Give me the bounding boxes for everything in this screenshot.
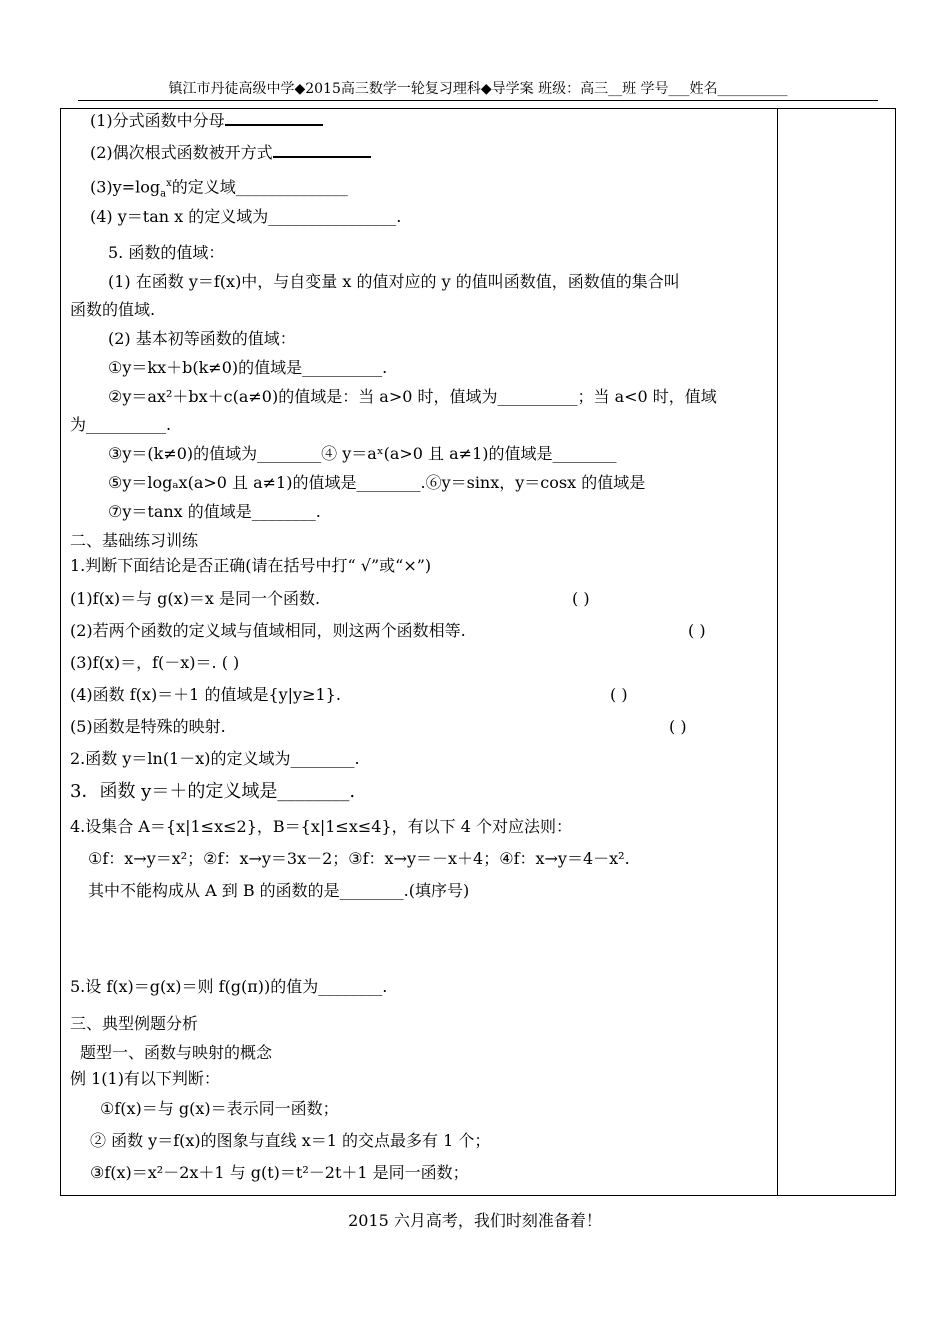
domain-item-3: $(3)y=\log_a^x$的定义域______________ <box>90 177 348 200</box>
domain-item-4: (4) y＝tan x 的定义域为________________. <box>90 207 402 226</box>
q1-prompt: 1.判断下面结论是否正确(请在括号中打“ √”或“×”) <box>70 556 432 575</box>
range-definition: (1) 在函数 y＝f(x)中，与自变量 x 的值对应的 y 的值叫函数值，函数值的集合叫 <box>108 272 680 291</box>
q1-item-3: (3)f(x)＝，f(－x)＝. ( ) <box>70 653 240 672</box>
q5: 5.设 f(x)＝g(x)＝则 f(g(π))的值为________. <box>70 977 388 996</box>
range-quadratic-cont: 为__________. <box>70 415 172 434</box>
page-header: 镇江市丹徒高级中学◆2015高三数学一轮复习理科◆导学案 班级：高三__班 学号___姓名__________ <box>78 78 878 101</box>
q2: 2.函数 y＝ln(1－x)的定义域为________. <box>70 749 360 768</box>
domain-item-1: (1)分式函数中分母 <box>90 110 323 132</box>
margin-column-divider <box>777 108 778 1196</box>
q1-item-5-answer[interactable]: ( ) <box>669 717 687 736</box>
q4-rules: ①f：x→y＝x²；②f：x→y＝3x－2；③f：x→y＝－x＋4；④f：x→y＝4－x². <box>88 849 630 868</box>
section-3-title: 三、典型例题分析 <box>70 1014 199 1033</box>
q1-item-4-answer[interactable]: ( ) <box>610 685 628 704</box>
range-log-trig: ⑤y＝logₐx(a>0 且 a≠1)的值域是________.⑥y＝sinx，y＝cosx 的值域是 <box>108 473 646 492</box>
q1-item-2: (2)若两个函数的定义域与值域相同，则这两个函数相等. <box>70 621 466 640</box>
example-1-item-2: ② 函数 y＝f(x)的图象与直线 x＝1 的交点最多有 1 个； <box>90 1131 491 1150</box>
example-1-prompt: 例 1(1)有以下判断： <box>70 1069 220 1088</box>
section-range-title: 5. 函数的值域： <box>108 243 225 262</box>
q1-item-2-answer[interactable]: ( ) <box>688 621 706 640</box>
q4-question: 其中不能构成从 A 到 B 的函数的是________.(填序号) <box>88 881 470 900</box>
example-1-item-1: ①f(x)＝与 g(x)＝表示同一函数； <box>100 1099 339 1118</box>
range-linear: ①y＝kx＋b(k≠0)的值域是__________. <box>108 358 388 377</box>
range-inverse-exp: ③y＝(k≠0)的值域为________④ y＝aˣ(a>0 且 a≠1)的值域是________ <box>108 444 617 463</box>
q1-item-1: (1)f(x)＝与 g(x)＝x 是同一个函数. <box>70 589 321 608</box>
q3: 3．函数 y＝＋的定义域是________. <box>70 781 356 802</box>
section-2-title: 二、基础练习训练 <box>70 531 199 550</box>
range-definition-cont: 函数的值域. <box>70 300 156 319</box>
basic-ranges-title: (2) 基本初等函数的值域： <box>108 329 296 348</box>
q1-item-5: (5)函数是特殊的映射. <box>70 717 226 736</box>
q1-item-4: (4)函数 f(x)＝＋1 的值域是{y|y≥1}. <box>70 685 341 704</box>
domain-item-2: (2)偶次根式函数被开方式 <box>90 142 371 164</box>
range-quadratic: ②y＝ax²＋bx＋c(a≠0)的值域是：当 a>0 时，值域为__________；当 a<0 时，值域 <box>108 387 717 406</box>
example-1-item-3: ③f(x)＝x²－2x＋1 与 g(t)＝t²－2t＋1 是同一函数； <box>90 1163 469 1182</box>
topic-1-title: 题型一、函数与映射的概念 <box>80 1043 273 1062</box>
page-footer: 2015 六月高考，我们时刻准备着！ <box>348 1211 602 1230</box>
q1-item-1-answer[interactable]: ( ) <box>572 589 590 608</box>
q4: 4.设集合 A＝{x|1≤x≤2}，B＝{x|1≤x≤4}，有以下 4 个对应法则： <box>70 817 572 836</box>
range-tan: ⑦y＝tanx 的值域是________. <box>108 502 321 521</box>
